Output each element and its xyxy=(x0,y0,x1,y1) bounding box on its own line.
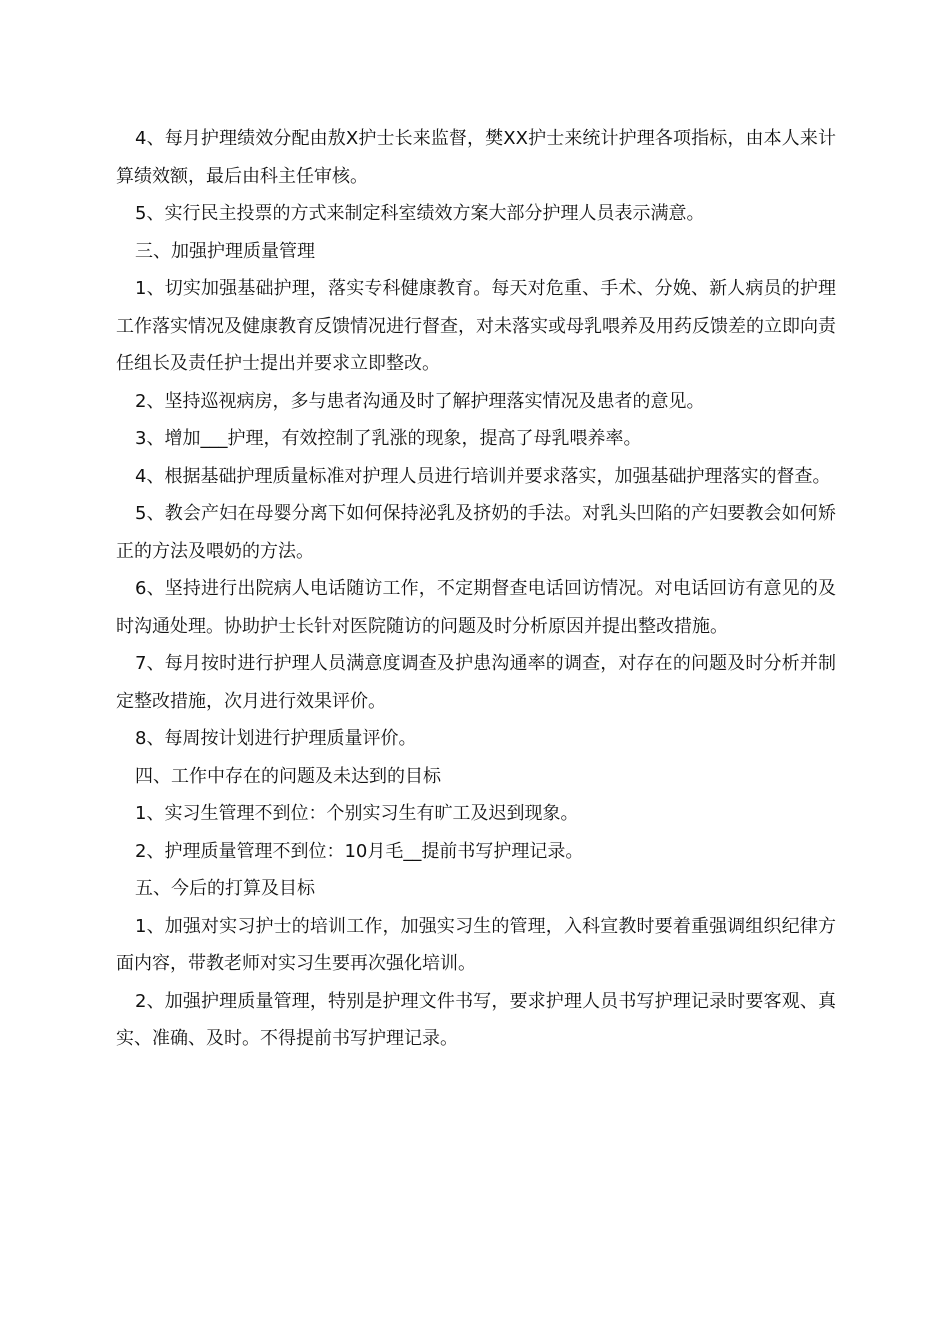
section-heading-quality-management: 三、加强护理质量管理 xyxy=(135,240,315,262)
paragraph-weekly-evaluation: 8、每周按计划进行护理质量评价。 xyxy=(135,728,417,749)
paragraph-intern-training: 1、加强对实习护士的培训工作，加强实习生的管理，入科宣教时要着重强调组织纪律方面内容，带教老师对实习生要再次强化培训。 xyxy=(116,915,836,974)
paragraph-added-nursing: 3、增加___护理，有效控制了乳涨的现象，提高了母乳喂养率。 xyxy=(135,428,642,449)
paragraph-basic-nursing: 1、切实加强基础护理，落实专科健康教育。每天对危重、手术、分娩、新人病员的护理工作落实情况及健康教育反馈情况进行督查，对未落实或母乳喂养及用药反馈差的立即向责任组长及责任护士提出并要求立即整改。 xyxy=(116,278,836,374)
section-heading-future-plans: 五、今后的打算及目标 xyxy=(135,878,315,899)
paragraph-phone-followup: 6、坚持进行出院病人电话随访工作，不定期督查电话回访情况。对电话回访有意见的及时沟通处理。协助护士长针对医院随访的问题及时分析原因并提出整改措施。 xyxy=(116,578,836,637)
paragraph-performance-allocation: 4、每月护理绩效分配由敖X护士长来监督，樊XX护士来统计护理各项指标，由本人来计算绩效额，最后由科主任审核。 xyxy=(116,128,836,187)
paragraph-documentation-quality: 2、加强护理质量管理，特别是护理文件书写，要求护理人员书写护理记录时要客观、真实、准确、及时。不得提前书写护理记录。 xyxy=(116,990,836,1049)
paragraph-record-issue: 2、护理质量管理不到位：10月毛__提前书写护理记录。 xyxy=(135,840,584,862)
paragraph-satisfaction-survey: 7、每月按时进行护理人员满意度调查及护患沟通率的调查，对存在的问题及时分析并制定整改措施，次月进行效果评价。 xyxy=(116,653,836,712)
section-heading-problems: 四、工作中存在的问题及未达到的目标 xyxy=(135,765,441,787)
document-body xyxy=(116,120,836,1058)
paragraph-democratic-vote: 5、实行民主投票的方式来制定科室绩效方案大部分护理人员表示满意。 xyxy=(135,203,705,224)
paragraph-quality-training: 4、根据基础护理质量标准对护理人员进行培训并要求落实，加强基础护理落实的督查。 xyxy=(135,465,831,487)
paragraph-lactation-teaching: 5、教会产妇在母婴分离下如何保持泌乳及挤奶的手法。对乳头凹陷的产妇要教会如何矫正的方法及喂奶的方法。 xyxy=(116,503,836,562)
paragraph-intern-management: 1、实习生管理不到位：个别实习生有旷工及迟到现象。 xyxy=(135,803,579,824)
paragraph-ward-rounds: 2、坚持巡视病房，多与患者沟通及时了解护理落实情况及患者的意见。 xyxy=(135,390,705,412)
